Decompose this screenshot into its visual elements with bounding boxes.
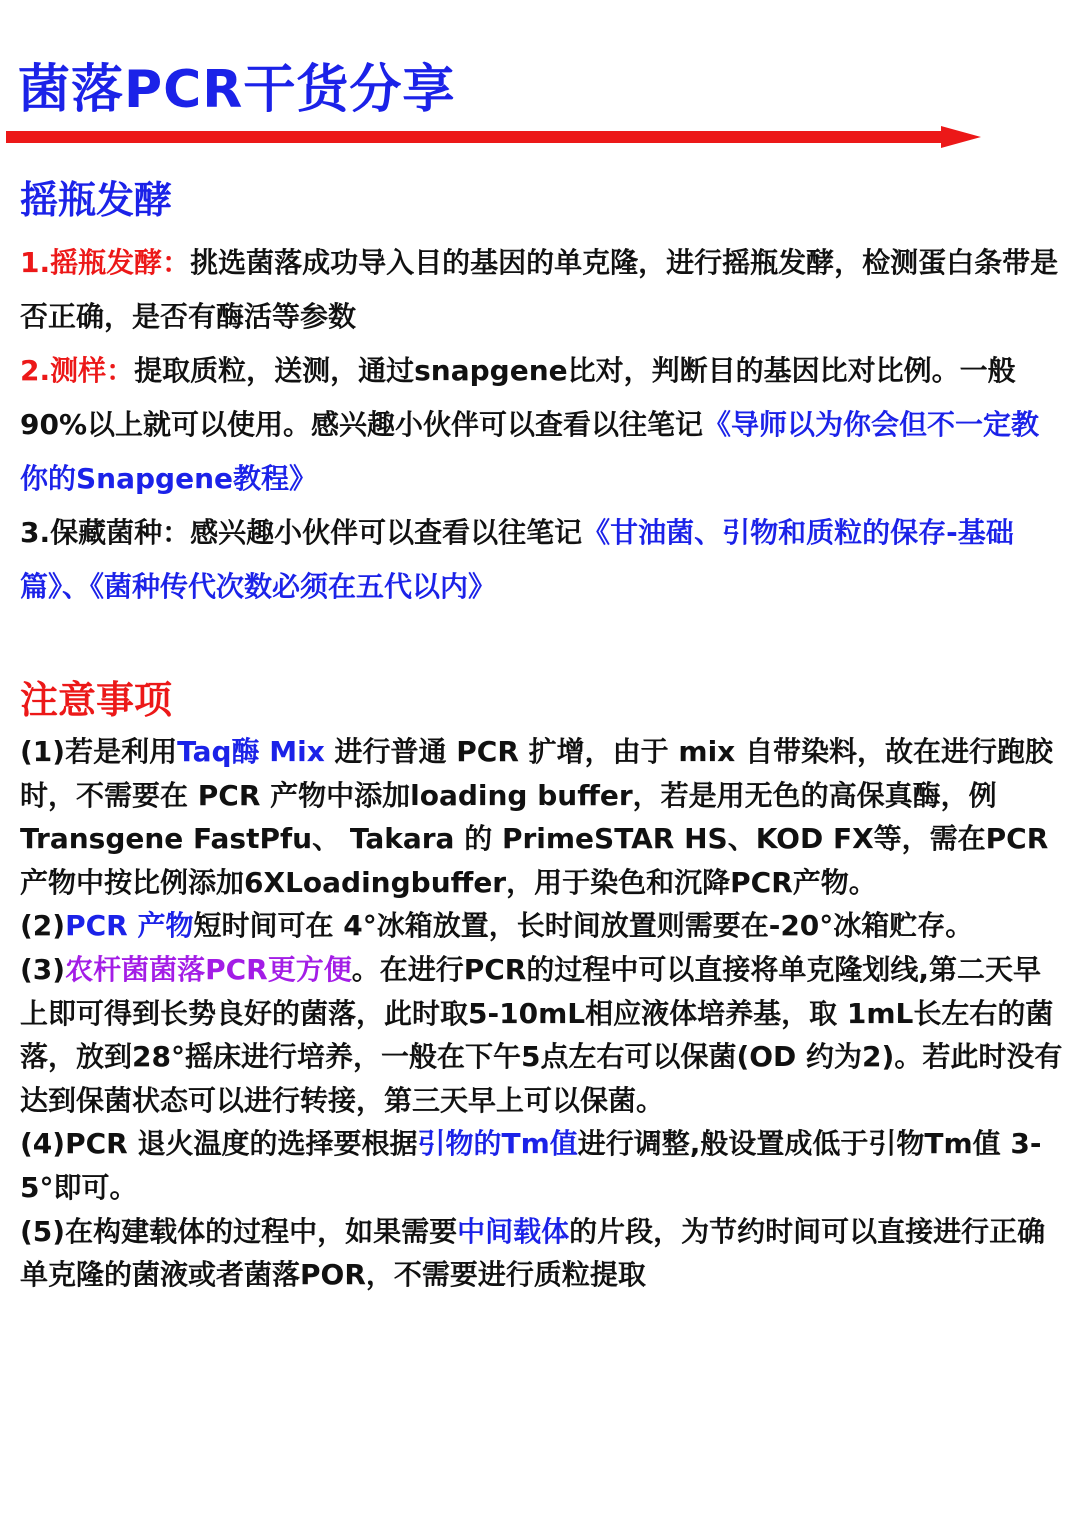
title-underline-arrow (6, 124, 986, 150)
note-4-highlight: 引物的Tm值 (417, 1127, 578, 1161)
link-snapgene-tutorial[interactable]: 《导师以为你会但不一定教你的Snapgene教程》 (20, 408, 1040, 495)
paragraph-sample-test (20, 344, 1065, 506)
note-2 (20, 904, 1065, 948)
note-5 (20, 1210, 1065, 1297)
label-strain-storage: 3.保藏菌种： (20, 516, 191, 549)
paragraph-strain-storage (20, 506, 1065, 614)
note-1-post: 进行普通 PCR 扩增，由于 mix 自带染料，故在进行跑胶时，不需要在 PCR 产物中添加loading buffer，若是用无色的高保真酶，例Transgene FastPfu、 Takara 的 PrimeSTAR HS、KOD FX等，需在PCR产物中按比例添加6XLoadingbuffer，用于染色和沉降PCR产物。 (20, 735, 1053, 899)
note-4 (20, 1122, 1065, 1209)
text-sample-test: 提取质粒，送测，通过snapgene比对，判断目的基因比对比例。一般90%以上就可以使用。感兴趣小伙伴可以查看以往笔记 (20, 354, 1016, 441)
note-3-pre: (3) (20, 952, 66, 986)
note-3-highlight: 农杆菌菌落PCR更方便 (65, 952, 352, 986)
note-3 (20, 948, 1065, 1122)
note-3-post: 。在进行PCR的过程中可以直接将单克隆划线,第二天早上即可得到长势良好的菌落，此时取5-10mL相应液体培养基，取 1mL长左右的菌落，放到28°摇床进行培养，一般在下午5点左右可以保菌(OD 约为2)。若此时没有达到保菌状态可以进行转接，第三天早上可以保菌。 (20, 952, 1063, 1117)
note-1-highlight: Taq酶 Mix (177, 735, 325, 768)
fermentation-section (20, 236, 1065, 614)
notes-section (20, 730, 1065, 1297)
paragraph-shake-flask (20, 236, 1065, 344)
page-title: 菌落PCR干货分享 (18, 60, 456, 120)
section-heading-notes: 注意事项 (20, 678, 173, 722)
note-1 (20, 730, 1065, 904)
label-shake-flask: 1.摇瓶发酵： (20, 246, 191, 279)
note-4-pre: (4)PCR 退火温度的选择要根据 (20, 1127, 418, 1161)
note-2-pre: (2) (20, 909, 66, 943)
text-shake-flask: 挑选菌落成功导入目的基因的单克隆，进行摇瓶发酵，检测蛋白条带是否正确，是否有酶活等参数 (20, 246, 1059, 333)
arrow-shape (6, 126, 981, 148)
note-5-highlight: 中间载体 (457, 1214, 570, 1248)
label-sample-test: 2.测样： (20, 354, 135, 387)
note-2-post: 短时间可在 4°冰箱放置，长时间放置则需要在-20°冰箱贮存。 (193, 909, 974, 943)
note-4-post: 进行调整,般设置成低于引物Tm值 3-5°即可。 (20, 1127, 1042, 1204)
note-2-highlight: PCR 产物 (65, 909, 194, 943)
note-5-post: 的片段，为节约时间可以直接进行正确单克隆的菌液或者菌落POR，不需要进行质粒提取 (20, 1214, 1046, 1292)
text-strain-storage: 感兴趣小伙伴可以查看以往笔记 (190, 516, 583, 549)
link-storage-notes[interactable]: 《甘油菌、引物和质粒的保存-基础篇》、《菌种传代次数必须在五代以内》 (20, 516, 1014, 603)
section-heading-fermentation: 摇瓶发酵 (20, 178, 173, 222)
note-1-pre: (1)若是利用 (20, 735, 178, 768)
note-5-pre: (5)在构建载体的过程中，如果需要 (20, 1214, 458, 1248)
